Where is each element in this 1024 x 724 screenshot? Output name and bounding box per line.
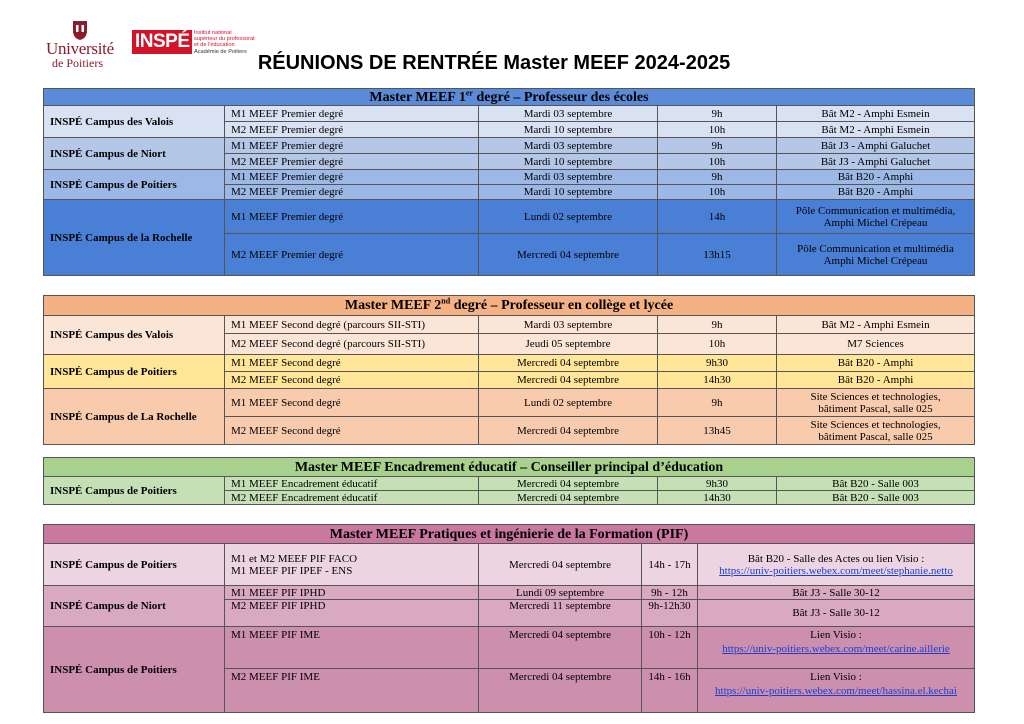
date-cell: Mercredi 11 septembre [479, 600, 642, 627]
time-cell: 10h - 12h [642, 627, 698, 669]
table-row [44, 355, 975, 372]
location-cell: Pôle Communication et multimédia, Amphi Michel Crépeau [777, 200, 975, 234]
time-cell: 14h30 [658, 372, 777, 389]
location-cell: Pôle Communication et multimédia Amphi Michel Crépeau [777, 234, 975, 276]
program-cell: M2 MEEF Encadrement éducatif [225, 491, 479, 505]
date-cell: Mercredi 04 septembre [479, 544, 642, 586]
location-cell: Bât B20 - Salle 003 [777, 477, 975, 491]
time-cell: 13h15 [658, 234, 777, 276]
program-cell: M1 MEEF Premier degré [225, 200, 479, 234]
program-cell: M1 MEEF PIF IME [225, 627, 479, 669]
program-cell: M1 MEEF PIF IPHD [225, 586, 479, 600]
campus-cell: INSPÉ Campus de Poitiers [44, 544, 225, 586]
campus-cell: INSPÉ Campus de Poitiers [44, 170, 225, 200]
visio-link[interactable]: https://univ-poitiers.webex.com/meet/hassina.el.kechai [715, 685, 957, 697]
campus-cell: INSPÉ Campus de Poitiers [44, 627, 225, 713]
section-header: Master MEEF Encadrement éducatif – Conseiller principal d’éducation [44, 458, 975, 477]
university-seal-icon [69, 19, 91, 41]
program-cell: M1 MEEF Encadrement éducatif [225, 477, 479, 491]
date-cell: Mercredi 04 septembre [479, 627, 642, 669]
inspe-logo-line: et de l'éducation [194, 42, 235, 49]
visio-link[interactable]: https://univ-poitiers.webex.com/meet/stephanie.netto [719, 564, 953, 577]
date-cell: Mercredi 04 septembre [479, 372, 658, 389]
time-cell: 9h - 12h [642, 586, 698, 600]
date-cell: Mercredi 04 septembre [479, 234, 658, 276]
location-cell: Bât M2 - Amphi Esmein [777, 316, 975, 334]
date-cell: Mercredi 04 septembre [479, 417, 658, 445]
section-table-second-degre [43, 295, 975, 445]
program-cell: M2 MEEF Second degré (parcours SII-STI) [225, 334, 479, 355]
table-row [44, 389, 975, 417]
section-table-pif [43, 524, 975, 713]
date-cell: Mardi 10 septembre [479, 185, 658, 200]
table-row [44, 106, 975, 122]
section-table-premier-degre [43, 88, 975, 276]
time-cell: 9h30 [658, 355, 777, 372]
date-cell: Lundi 02 septembre [479, 200, 658, 234]
program-cell: M2 MEEF Premier degré [225, 234, 479, 276]
table-row [44, 170, 975, 185]
location-cell: M7 Sciences [777, 334, 975, 355]
time-cell: 9h [658, 170, 777, 185]
program-cell: M2 MEEF PIF IME [225, 669, 479, 713]
campus-cell: INSPÉ Campus de Poitiers [44, 477, 225, 505]
location-cell: Bât B20 - Amphi [777, 185, 975, 200]
inspe-logo-line: Institut national [194, 30, 232, 36]
inspe-logo-line: Académie de Poitiers [194, 48, 247, 55]
date-cell: Mardi 03 septembre [479, 106, 658, 122]
table-row [44, 316, 975, 334]
location-cell: Bât J3 - Amphi Galuchet [777, 138, 975, 154]
time-cell: 9h [658, 316, 777, 334]
date-cell: Mardi 03 septembre [479, 316, 658, 334]
location-cell: Site Sciences et technologies, bâtiment Pascal, salle 025 [777, 389, 975, 417]
date-cell: Mardi 03 septembre [479, 170, 658, 185]
page-title: RÉUNIONS DE RENTRÉE Master MEEF 2024-2025 [257, 52, 731, 74]
campus-cell: INSPÉ Campus de La Rochelle [44, 389, 225, 445]
time-cell: 13h45 [658, 417, 777, 445]
inspe-logo-line: supérieur du professorat [194, 36, 255, 43]
date-cell: Lundi 02 septembre [479, 389, 658, 417]
time-cell: 14h - 17h [642, 544, 698, 586]
campus-cell: INSPÉ Campus de Niort [44, 586, 225, 627]
table-row [44, 200, 975, 234]
time-cell: 10h [658, 154, 777, 170]
table-row [44, 544, 975, 586]
table-row [44, 627, 975, 669]
program-cell: M1 MEEF Second degré [225, 355, 479, 372]
visio-link[interactable]: https://univ-poitiers.webex.com/meet/carine.aillerie [722, 643, 950, 655]
section-header: Master MEEF Pratiques et ingénierie de la Formation (PIF) [44, 525, 975, 544]
location-cell: Bât B20 - Amphi [777, 355, 975, 372]
program-cell: M2 MEEF Premier degré [225, 154, 479, 170]
university-logo-line2: de Poitiers [52, 56, 103, 70]
section-table-cpe [43, 457, 975, 505]
location-cell: Lien Visio : https://univ-poitiers.webex.com/meet/carine.aillerie [698, 627, 975, 669]
location-cell: Bât J3 - Salle 30-12 [698, 586, 975, 600]
location-cell: Bât B20 - Amphi [777, 170, 975, 185]
time-cell: 14h - 16h [642, 669, 698, 713]
location-cell: Bât J3 - Amphi Galuchet [777, 154, 975, 170]
time-cell: 10h [658, 122, 777, 138]
date-cell: Mercredi 04 septembre [479, 355, 658, 372]
time-cell: 10h [658, 334, 777, 355]
date-cell: Jeudi 05 septembre [479, 334, 658, 355]
program-cell: M2 MEEF Second degré [225, 417, 479, 445]
program-cell: M2 MEEF PIF IPHD [225, 600, 479, 627]
time-cell: 14h30 [658, 491, 777, 505]
campus-cell: INSPÉ Campus de Poitiers [44, 355, 225, 389]
table-row [44, 586, 975, 600]
time-cell: 9h [658, 106, 777, 122]
campus-cell: INSPÉ Campus des Valois [44, 316, 225, 355]
inspe-logo-mark: INSPÉ [132, 30, 192, 54]
location-cell: Bât M2 - Amphi Esmein [777, 106, 975, 122]
date-cell: Lundi 09 septembre [479, 586, 642, 600]
section-header: Master MEEF 2nd degré – Professeur en collège et lycée [44, 296, 975, 316]
location-cell: Bât B20 - Salle des Actes ou lien Visio : https://univ-poitiers.webex.com/meet/stephanie.netto [698, 544, 975, 586]
program-cell: M2 MEEF Premier degré [225, 185, 479, 200]
time-cell: 9h [658, 138, 777, 154]
time-cell: 9h30 [658, 477, 777, 491]
program-cell: M2 MEEF Second degré [225, 372, 479, 389]
location-cell: Bât M2 - Amphi Esmein [777, 122, 975, 138]
campus-cell: INSPÉ Campus de la Rochelle [44, 200, 225, 276]
program-cell: M1 MEEF Premier degré [225, 170, 479, 185]
location-cell: Bât J3 - Salle 30-12 [698, 600, 975, 627]
date-cell: Mardi 10 septembre [479, 122, 658, 138]
date-cell: Mardi 10 septembre [479, 154, 658, 170]
location-cell: Site Sciences et technologies, bâtiment Pascal, salle 025 [777, 417, 975, 445]
date-cell: Mercredi 04 septembre [479, 669, 642, 713]
program-cell: M1 MEEF Premier degré [225, 106, 479, 122]
date-cell: Mercredi 04 septembre [479, 491, 658, 505]
program-cell: M1 MEEF Premier degré [225, 138, 479, 154]
time-cell: 9h-12h30 [642, 600, 698, 627]
program-cell: M2 MEEF Premier degré [225, 122, 479, 138]
location-cell: Bât B20 - Amphi [777, 372, 975, 389]
time-cell: 9h [658, 389, 777, 417]
time-cell: 14h [658, 200, 777, 234]
university-logo-line1: Université [46, 39, 114, 58]
program-cell: M1 MEEF Second degré (parcours SII-STI) [225, 316, 479, 334]
program-cell: M1 et M2 MEEF PIF FACO M1 MEEF PIF IPEF - ENS [225, 544, 479, 586]
time-cell: 10h [658, 185, 777, 200]
campus-cell: INSPÉ Campus des Valois [44, 106, 225, 138]
date-cell: Mercredi 04 septembre [479, 477, 658, 491]
section-header: Master MEEF 1er degré – Professeur des écoles [44, 89, 975, 106]
location-cell: Lien Visio : https://univ-poitiers.webex.com/meet/hassina.el.kechai [698, 669, 975, 713]
date-cell: Mardi 03 septembre [479, 138, 658, 154]
program-cell: M1 MEEF Second degré [225, 389, 479, 417]
location-cell: Bât B20 - Salle 003 [777, 491, 975, 505]
campus-cell: INSPÉ Campus de Niort [44, 138, 225, 170]
table-row [44, 138, 975, 154]
table-row [44, 477, 975, 491]
